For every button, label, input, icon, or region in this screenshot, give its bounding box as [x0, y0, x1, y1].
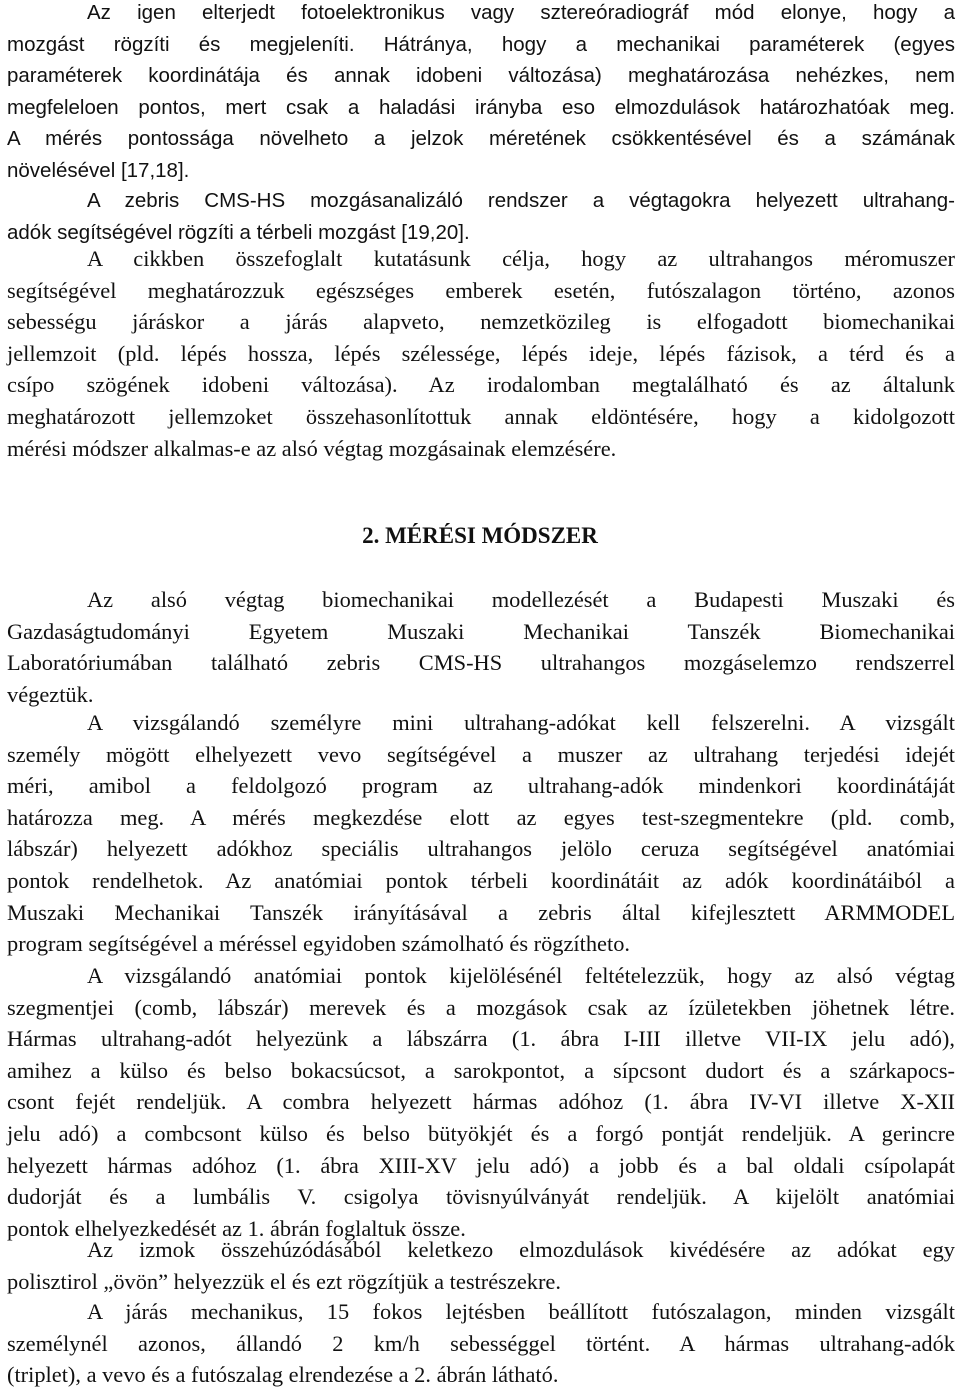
text-line: polisztirol „övön” helyezzük el és ezt rögzítjük a testrészekre.: [7, 1268, 561, 1294]
text-line: Az igen elterjedt fotoelektronikus vagy sztereóradiográf mód elonye, hogy a: [87, 1, 955, 24]
text-line: csont fejét rendeljük. A combra helyezett hármas adóhoz (1. ábra IV-VI illetve X-XII: [7, 1089, 955, 1115]
text-line: A vizsgálandó személyre mini ultrahang-adókat kell felszerelni. A vizsgált: [87, 710, 955, 735]
text-line: Az izmok összehúzódásából keletkezo elmozdulások kivédésére az adókat egy: [87, 1237, 955, 1262]
intro-paragraph-3: [7, 243, 955, 464]
text-line: csípo szögének idobeni változása). Az irodalomban megtalálható és az általunk: [7, 372, 955, 398]
text-line: A vizsgálandó anatómiai pontok kijelölésénél feltételezzük, hogy az alsó végtag: [87, 963, 955, 988]
text-line: szegmentjei (comb, lábszár) merevek és a mozgások csak az ízületekben jöhetnek létre.: [7, 994, 955, 1020]
text-line: Gazdaságtudományi Egyetem Muszaki Mechanikai Tanszék Biomechanikai: [7, 618, 955, 644]
text-line: végeztük.: [7, 681, 94, 707]
text-line: személynél azonos, állandó 2 km/h sebességgel történt. A hármas ultrahang-adók: [7, 1330, 955, 1356]
text-line: program segítségével a méréssel egyidoben számolható és rögzítheto.: [7, 931, 631, 957]
text-line: mozgást rögzíti és megjeleníti. Hátránya, hogy a mechanikai paraméterek (egyes: [7, 32, 955, 56]
intro-paragraph-2: [7, 185, 955, 248]
text-line: növelésével [17,18].: [7, 158, 190, 182]
text-line: megfeleloen pontos, mert csak a haladási irányba eso elmozdulások határozhatóak meg.: [7, 95, 955, 119]
text-line: személy mögött elhelyezett vevo segítségével a muszer az ultrahang terjedési idejét: [7, 741, 955, 767]
text-line: Muszaki Mechanikai Tanszék irányításával a zebris által kifejlesztett ARMMODEL: [7, 899, 955, 925]
text-line: adók segítségével rögzíti a térbeli mozgást [19,20].: [7, 220, 470, 244]
text-line: dudorját és a lumbális V. csigolya tövisnyúlványát rendeljük. A kijelölt anatómiai: [7, 1184, 955, 1210]
text-line: A járás mechanikus, 15 fokos lejtésben beállított futószalagon, minden vizsgált: [87, 1299, 955, 1324]
text-line: pontok rendelhetok. Az anatómiai pontok térbeli koordinátáit az adók koordinátáiból a: [7, 867, 955, 893]
text-line: (triplet), a vevo és a futószalag elrendezése a 2. ábrán látható.: [7, 1362, 559, 1388]
text-line: mérési módszer alkalmas-e az alsó végtag mozgásainak elemzésére.: [7, 435, 617, 461]
section-heading: 2. MÉRÉSI MÓDSZER: [362, 523, 598, 548]
intro-paragraph-1: [7, 0, 955, 186]
text-line: jelu adó) a combcsont külso és belso bütyökjét és a forgó pontját rendeljük. A gerincre: [7, 1120, 955, 1146]
text-line: amihez a külso és belso bokacsúcsot, a sarokpontot, a sípcsont dudort és a szárkapocs-: [7, 1057, 955, 1083]
text-line: lábszár) helyezett adókhoz speciális ultrahangos jelölo ceruza segítségével anatómiai: [7, 836, 955, 862]
text-line: pontok elhelyezkedését az 1. ábrán foglaltuk össze.: [7, 1215, 466, 1241]
section-paragraph-2: [7, 707, 955, 960]
text-line: Az alsó végtag biomechanikai modellezését a Budapesti Muszaki és: [87, 587, 955, 612]
text-line: A mérés pontossága növelheto a jelzok méretének csökkentésével és a számának: [7, 127, 955, 150]
text-line: sebességu járáskor a járás alapveto, nemzetközileg is elfogadott biomechanikai: [7, 309, 955, 335]
section-paragraph-4: [7, 1234, 955, 1297]
text-line: határozza meg. A mérés megkezdése elott az egyes test-szegmentekre (pld. comb,: [7, 804, 955, 830]
section-paragraph-3: [7, 960, 955, 1244]
text-line: meghatározott jellemzoket összehasonlítottuk annak eldöntésére, hogy a kidolgozott: [7, 403, 955, 429]
section-paragraph-5: [7, 1296, 955, 1391]
text-line: helyezett hármas adóhoz (1. ábra XIII-XV jelu adó) a jobb és a bal oldali csípolapát: [7, 1152, 955, 1178]
text-line: segítségével meghatározzuk egészséges emberek esetén, futószalagon történo, azonos: [7, 277, 955, 303]
text-line: méri, amibol a feldolgozó program az ultrahang-adók mindenkori koordinátáját: [7, 773, 955, 799]
text-line: A zebris CMS-HS mozgásanalizáló rendszer a végtagokra helyezett ultrahang-: [87, 189, 955, 212]
section-paragraph-1: [7, 584, 955, 710]
text-line: paraméterek koordinátája és annak idobeni változása) meghatározása nehézkes, nem: [7, 64, 955, 87]
text-line: Laboratóriumában található zebris CMS-HS ultrahangos mozgáselemzo rendszerrel: [7, 650, 955, 676]
text-line: Hármas ultrahang-adót helyezünk a lábszárra (1. ábra I-III illetve VII-IX jelu adó),: [7, 1026, 955, 1052]
text-line: A cikkben összefoglalt kutatásunk célja, hogy az ultrahangos méromuszer: [87, 246, 955, 271]
text-line: jellemzoit (pld. lépés hossza, lépés szélessége, lépés ideje, lépés fázisok, a térd és a: [7, 340, 955, 366]
